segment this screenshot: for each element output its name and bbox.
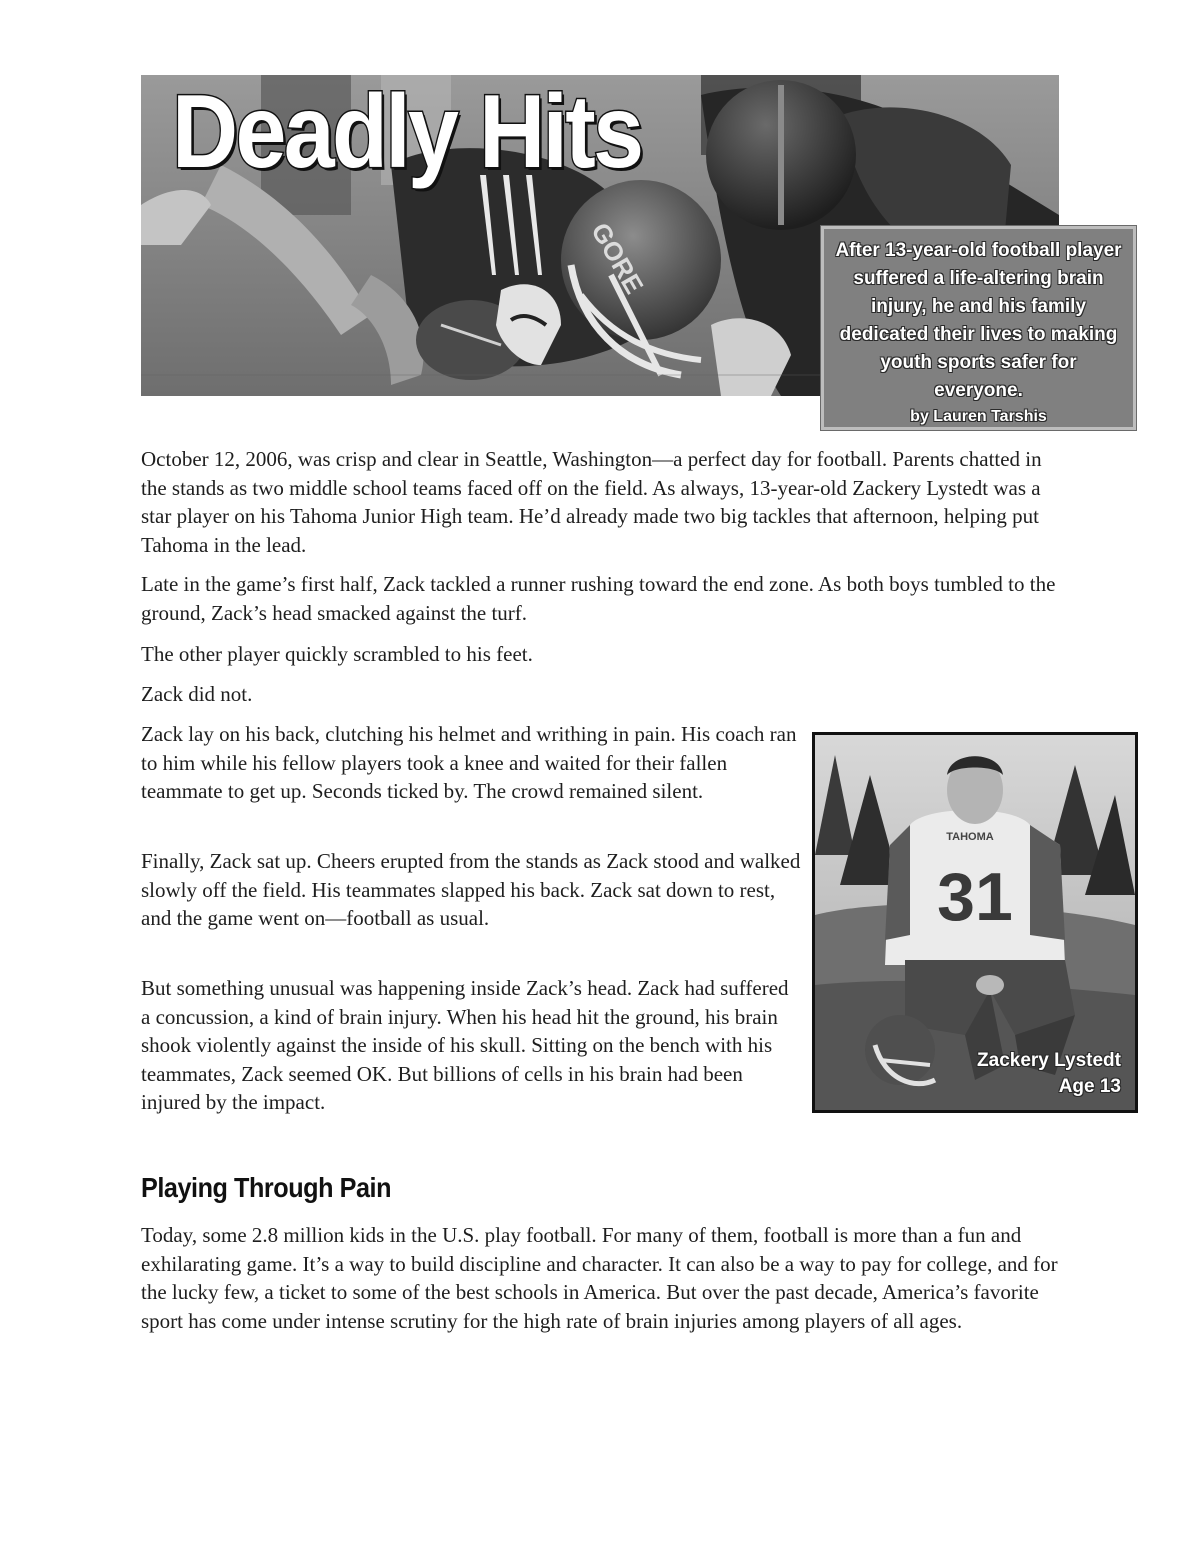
- article-deck: After 13-year-old football player suffered a life-altering brain injury, he and his family dedicated their lives to making youth sports safer for everyone.: [835, 240, 1122, 401]
- photo-caption: [977, 1048, 1121, 1100]
- photo-caption-age: Age 13: [1058, 1076, 1121, 1097]
- article-byline: by Lauren Tarshis: [910, 408, 1047, 425]
- article-deck-box: [821, 226, 1136, 430]
- body-paragraph: Zack did not.: [141, 682, 253, 706]
- body-paragraph: October 12, 2006, was crisp and clear in Seattle, Washington—a perfect day for football. Parents chatted in the stands as two middle school teams faced off on the field. As always, 13-year-old Zackery Lystedt was a star player on his Tahoma Junior High team. He’d already made two big tackles that afternoon, helping put Tahoma in the lead.: [141, 447, 1042, 557]
- body-paragraph: Zack lay on his back, clutching his helmet and writhing in pain. His coach ran to him while his fellow players took a knee and waited for their fallen teammate to get up. Seconds ticked by. The crowd remained silent.: [141, 722, 797, 803]
- body-paragraph: Finally, Zack sat up. Cheers erupted from the stands as Zack stood and walked slowly off the field. His teammates slapped his back. Zack sat down to rest, and the game went on—football as usual.: [141, 849, 801, 930]
- jersey-number: 31: [937, 859, 1013, 935]
- section-paragraph: Today, some 2.8 million kids in the U.S. play football. For many of them, football is more than a fun and exhilarating game. It’s a way to build discipline and character. It can also be a way to pay for college, and for the lucky few, a ticket to some of the best schools in America. But over the past decade, America’s favorite sport has come under intense scrutiny for the high rate of brain injuries among players of all ages.: [141, 1223, 1058, 1333]
- jersey-team-text: TAHOMA: [946, 831, 994, 843]
- helmet-logo-text: GORE: [585, 217, 650, 299]
- body-paragraph: Late in the game’s first half, Zack tackled a runner rushing toward the end zone. As both boys tumbled to the ground, Zack’s head smacked against the turf.: [141, 572, 1056, 625]
- photo-caption-name: Zackery Lystedt: [977, 1050, 1121, 1071]
- section-heading: Playing Through Pain: [141, 1172, 392, 1203]
- player-photo: [812, 732, 1138, 1113]
- article-title: Deadly Hits: [172, 74, 642, 190]
- body-paragraph: The other player quickly scrambled to his feet.: [141, 642, 533, 666]
- body-paragraph: But something unusual was happening inside Zack’s head. Zack had suffered a concussion, a kind of brain injury. When his head hit the ground, his brain shook violently against the inside of his skull. Sitting on the bench with his teammates, Zack seemed OK. But billions of cells in his brain had been injured by the impact.: [141, 976, 789, 1114]
